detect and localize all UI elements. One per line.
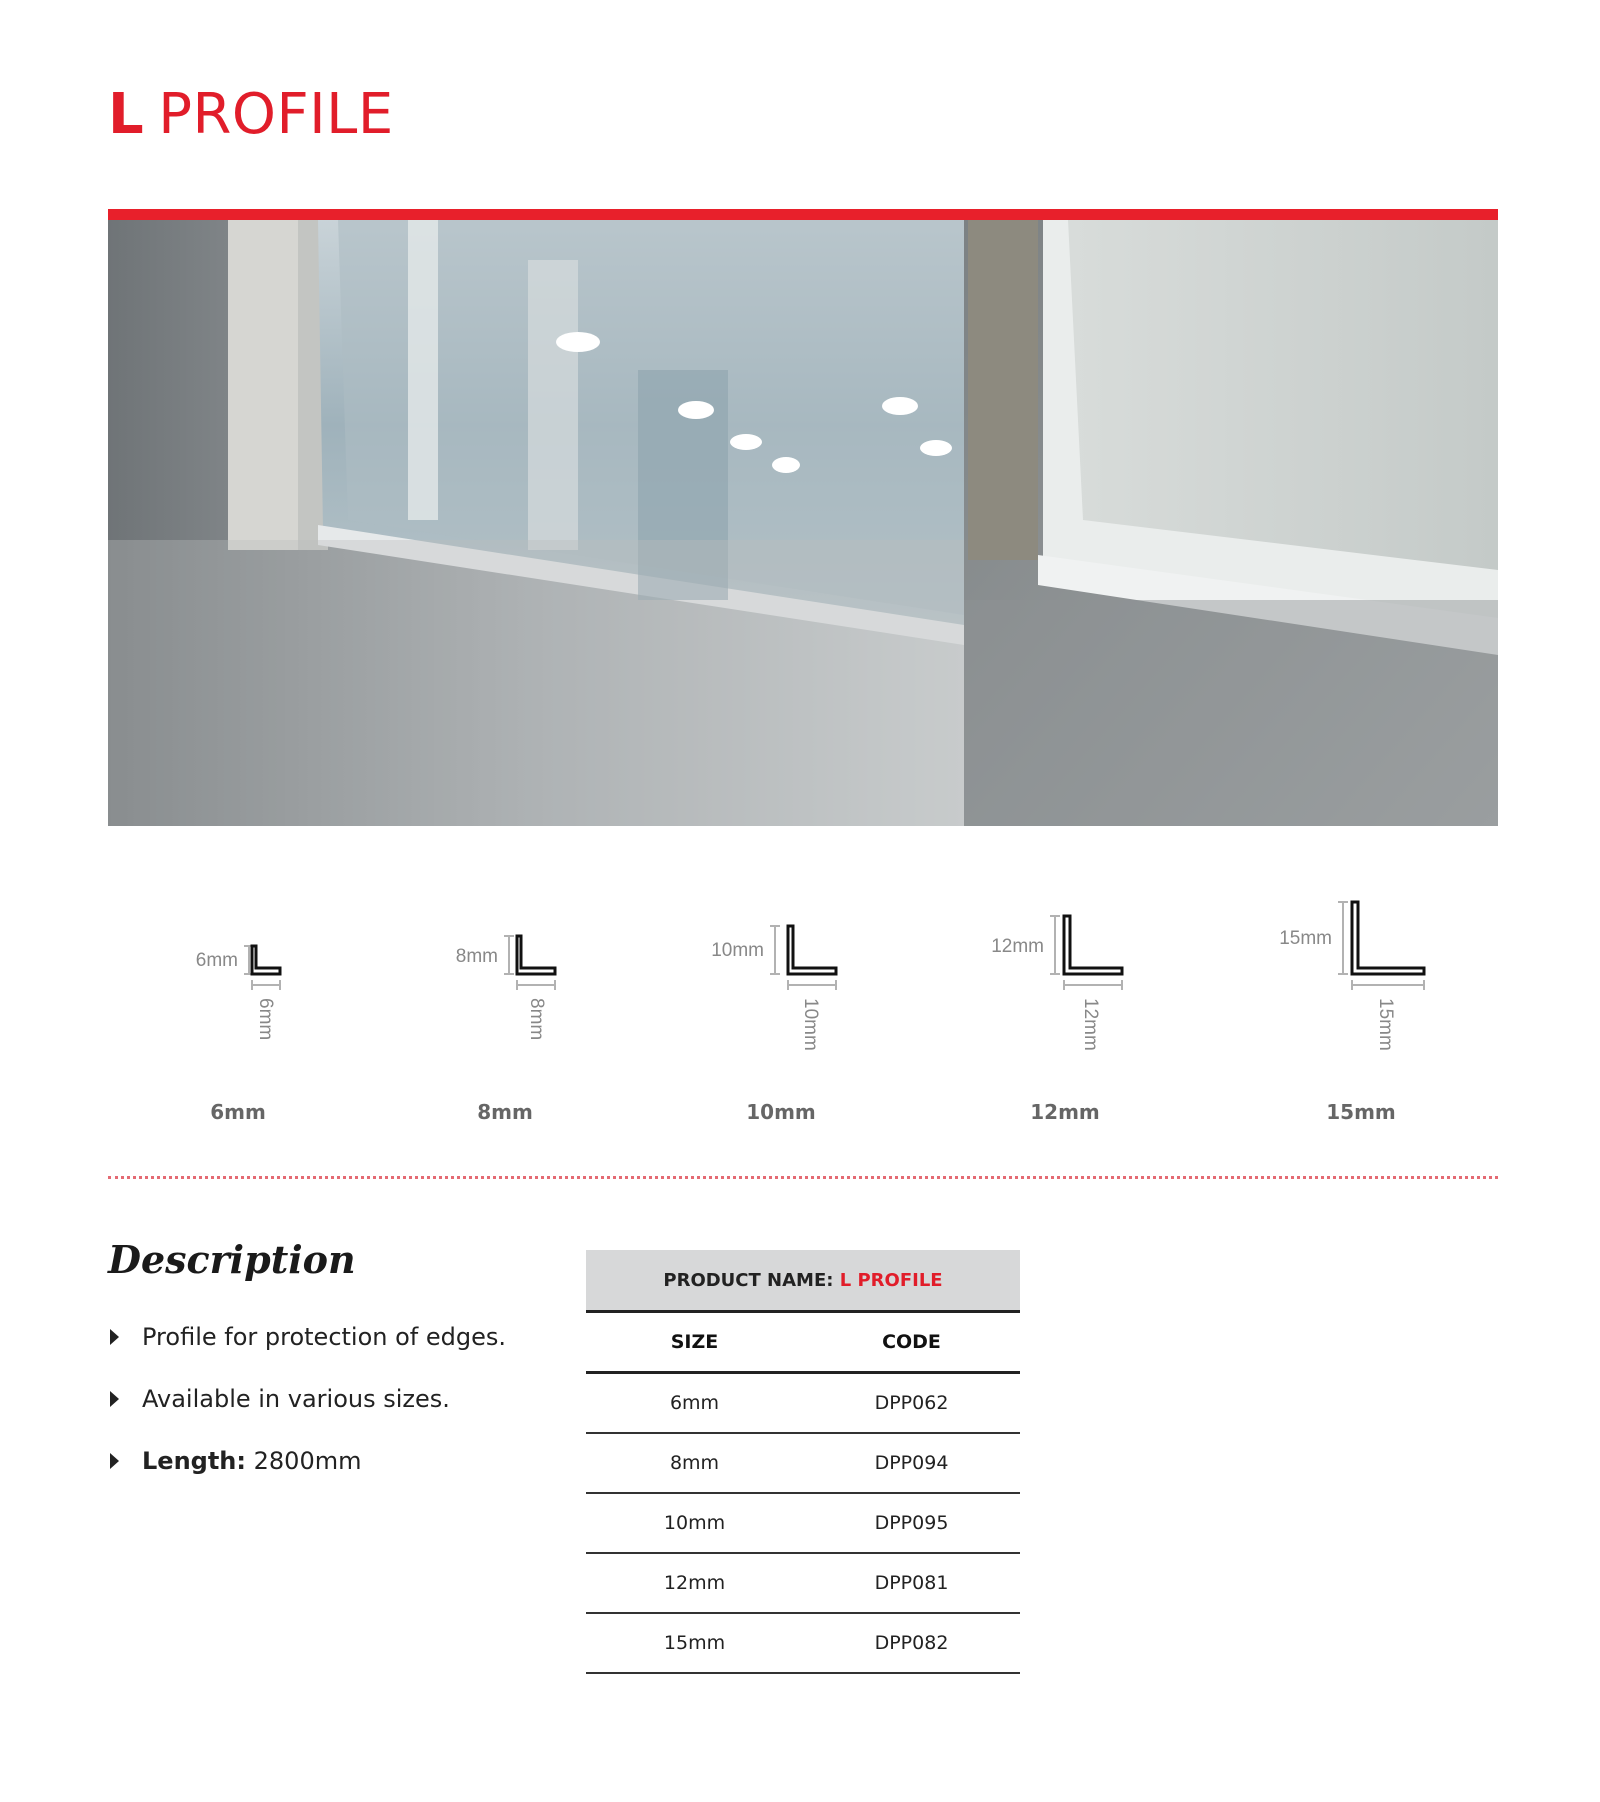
code-cell: DPP062	[803, 1373, 1020, 1434]
product-table	[586, 1250, 1020, 1674]
product-name-value: L PROFILE	[839, 1269, 943, 1291]
page-title-bold: L	[108, 82, 145, 147]
width-dim-text: 12mm	[1080, 998, 1101, 1051]
height-dim-text: 12mm	[991, 936, 1044, 957]
table-row	[586, 1373, 1020, 1434]
table-row	[586, 1493, 1020, 1553]
size-caption-15mm: 15mm	[1326, 1100, 1396, 1124]
width-dim-text: 15mm	[1375, 998, 1396, 1051]
width-dim-text: 10mm	[800, 998, 821, 1051]
size-cell: 8mm	[586, 1433, 803, 1493]
l-profile-15mm-icon	[1248, 880, 1488, 1090]
code-column-header: CODE	[803, 1312, 1020, 1373]
width-dim-text: 6mm	[255, 998, 276, 1041]
description-item	[108, 1444, 506, 1506]
code-cell: DPP081	[803, 1553, 1020, 1613]
bullet-arrow-icon	[110, 1453, 119, 1469]
height-dim-text: 15mm	[1279, 928, 1332, 949]
length-label: Length:	[142, 1447, 246, 1475]
bullet-arrow-icon	[110, 1329, 119, 1345]
table-row	[586, 1613, 1020, 1673]
table-row	[586, 1433, 1020, 1493]
size-caption-6mm: 6mm	[210, 1100, 266, 1124]
code-cell: DPP095	[803, 1493, 1020, 1553]
size-cell: 15mm	[586, 1613, 803, 1673]
description-heading: Description	[108, 1237, 356, 1282]
height-dim-text: 10mm	[711, 940, 764, 961]
bullet-arrow-icon	[110, 1391, 119, 1407]
description-list	[108, 1320, 506, 1506]
table-row	[586, 1553, 1020, 1613]
width-dim-text: 8mm	[526, 998, 547, 1041]
height-dim-text: 8mm	[455, 946, 498, 967]
size-caption-10mm: 10mm	[746, 1100, 816, 1124]
product-name-label: PRODUCT NAME:	[663, 1269, 834, 1291]
l-profile-10mm-icon	[684, 880, 904, 1090]
l-profile-6mm-icon	[148, 880, 348, 1090]
description-text: Profile for protection of edges.	[142, 1323, 507, 1351]
page-title-rest: PROFILE	[158, 82, 394, 147]
page-title	[108, 82, 394, 147]
code-cell: DPP082	[803, 1613, 1020, 1673]
height-dim-text: 6mm	[195, 950, 238, 971]
length-value: 2800mm	[253, 1447, 362, 1475]
size-cell: 10mm	[586, 1493, 803, 1553]
table-header-row	[586, 1312, 1020, 1373]
product-name-header	[586, 1250, 1020, 1312]
dotted-divider	[108, 1176, 1498, 1179]
l-profile-12mm-icon	[960, 880, 1190, 1090]
l-profile-8mm-icon	[413, 880, 613, 1090]
table-title-row	[586, 1250, 1020, 1312]
description-text: Available in various sizes.	[142, 1385, 450, 1413]
profile-size-diagrams	[108, 880, 1498, 1140]
size-caption-12mm: 12mm	[1030, 1100, 1100, 1124]
size-cell: 6mm	[586, 1373, 803, 1434]
size-column-header: SIZE	[586, 1312, 803, 1373]
red-divider-bar	[108, 209, 1498, 220]
code-cell: DPP094	[803, 1433, 1020, 1493]
product-photo	[108, 220, 1498, 826]
size-caption-8mm: 8mm	[477, 1100, 533, 1124]
description-item	[108, 1382, 506, 1444]
size-cell: 12mm	[586, 1553, 803, 1613]
description-item	[108, 1320, 506, 1382]
